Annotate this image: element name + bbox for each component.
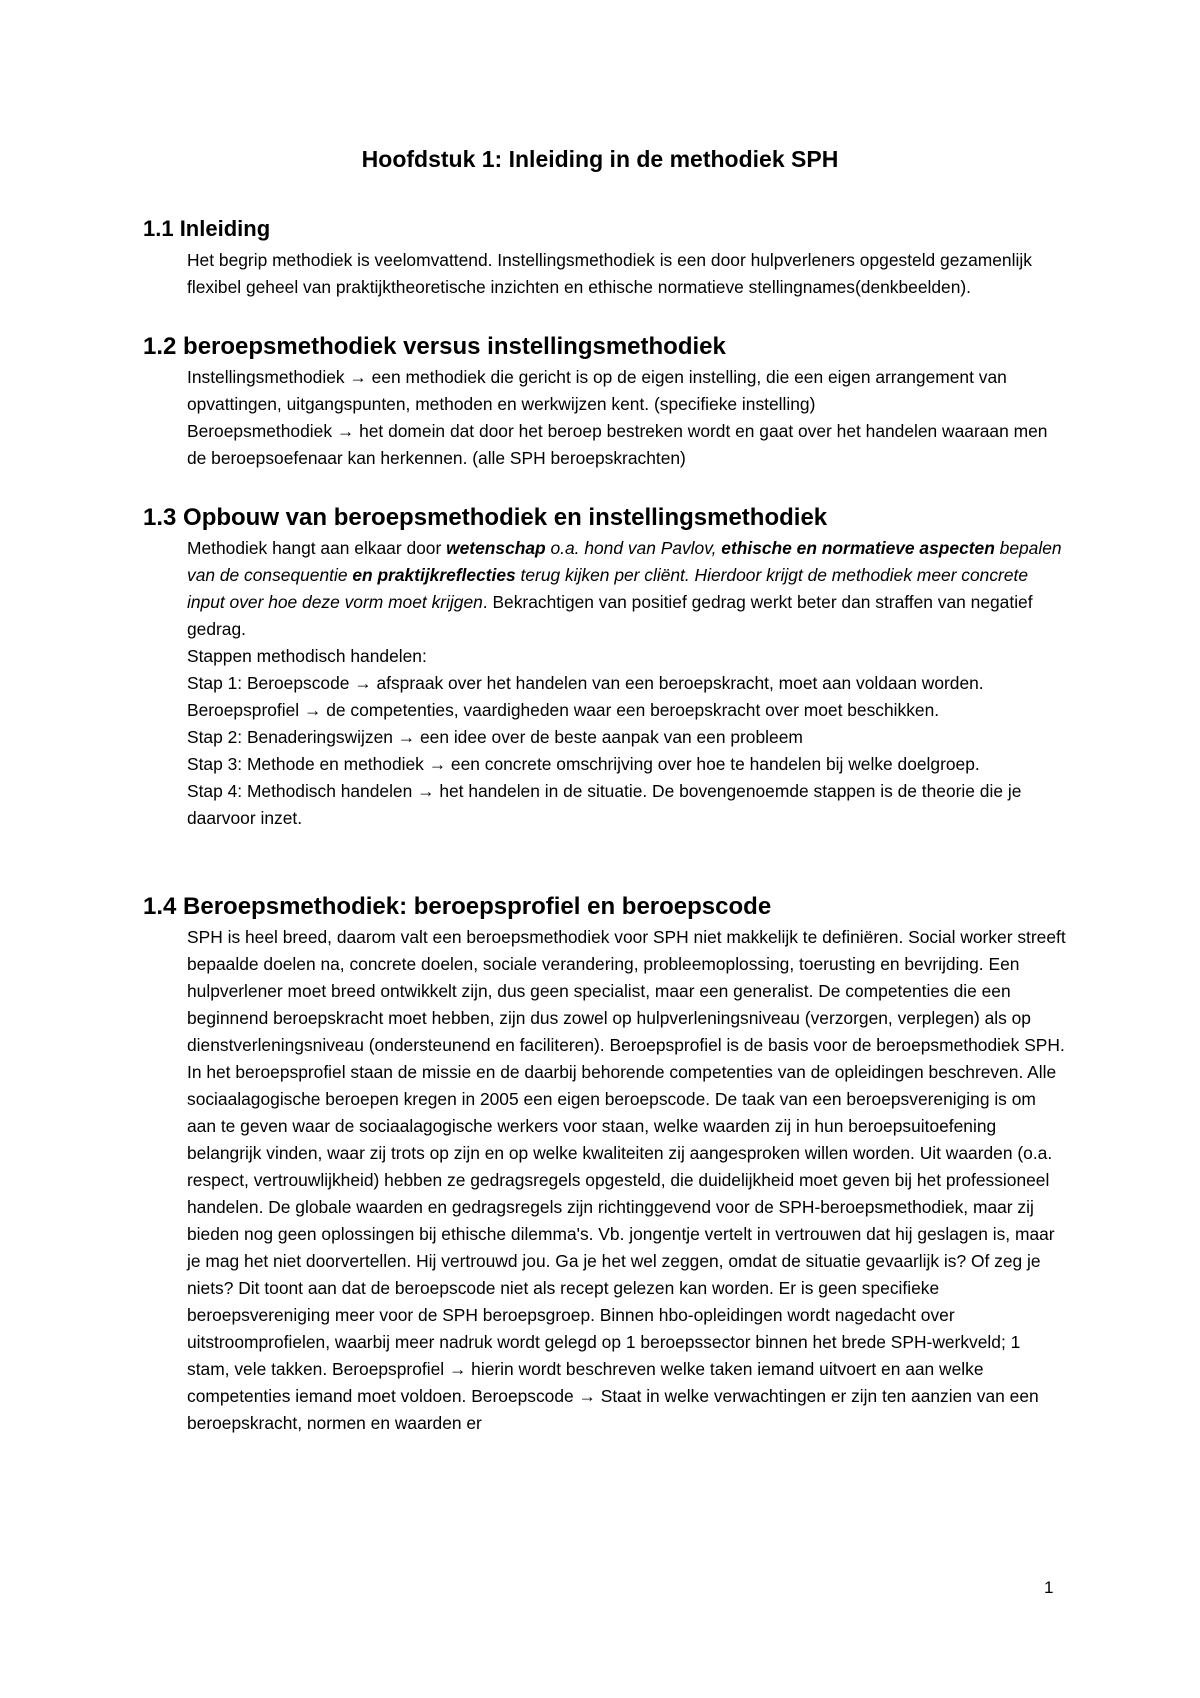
paragraph: Stap 2: Benaderingswijzen → een idee over de beste aanpak van een probleem	[187, 727, 803, 747]
chapter-title: Hoofdstuk 1: Inleiding in de methodiek SPH	[361, 146, 839, 172]
paragraph: SPH is heel breed, daarom valt een beroepsmethodiek voor SPH niet makkelijk te definiëren. Social worker streeft bepaalde doelen na, concrete doelen, sociale verandering, probleemoplossing, toerusting en bevrijding. Een hulpverlener moet breed ontwikkelt zijn, dus geen specialist, maar een generalist. De competenties die een beginnend beroepskracht moet hebben, zijn dus zowel op hulpverleningsniveau (verzorgen, verplegen) als op dienstverleningsniveau (ondersteunend en faciliteren). Beroepsprofiel is de basis voor de beroepsmethodiek SPH. In het beroepsprofiel staan de missie en de daarbij behorende competenties van de opleidingen beschreven. Alle sociaalagogische beroepen kregen in 2005 een eigen beroepscode. De taak van een beroepsvereniging is om aan te geven waar de sociaalagogische werkers voor staan, welke waarden zij in hun beroepsuitoefening belangrijk vinden, waar zij trots op zijn en op welke kwaliteiten zij aangesproken willen worden. Uit waarden (o.a. respect, vertrouwlijkheid) hebben ze gedragsregels opgesteld, die duidelijkheid moet geven bij het professioneel handelen. De globale waarden en gedragsregels zijn richtinggevend voor de SPH-beroepsmethodiek, maar zij bieden nog geen oplossingen bij ethische dilemma's. Vb. jongentje vertelt in vertrouwen dat hij geslagen is, maar je mag het niet doorvertellen. Hij vertrouwd jou. Ga je het wel zeggen, omdat de situatie gevaarlijk is? Of zeg je niets? Dit toont aan dat de beroepscode niet als recept gelezen kan worden. Er is geen specifieke beroepsvereniging meer voor de SPH beroepsgroep. Binnen hbo-opleidingen wordt nagedacht over uitstroomprofielen, waarbij meer nadruk wordt gelegd op 1 beroepssector binnen het brede SPH-werkveld; 1 stam, vele takken. Beroepsprofiel → hierin wordt beschreven welke taken iemand uitvoert en aan welke competenties iemand moet voldoen. Beroepscode → Staat in welke verwachtingen er zijn ten aanzien van een beroepskracht, normen en waarden er	[187, 927, 1066, 1433]
text-run-italic: o.a. hond van Pavlov,	[545, 538, 722, 558]
paragraph: Instellingsmethodiek → een methodiek die gericht is op de eigen instelling, die een eigen arrangement van opvattingen, uitgangspunten, methoden en werkwijzen kent. (specifieke instelling)	[187, 367, 1007, 414]
text-run-italic: bepalen van de consequentie	[187, 538, 1062, 585]
text-run-bold-italic: en praktijkreflecties	[352, 565, 516, 585]
paragraph: Stappen methodisch handelen:	[187, 646, 427, 666]
paragraph: Het begrip methodiek is veelomvattend. Instellingsmethodiek is een door hulpverleners opgesteld gezamenlijk flexibel geheel van praktijktheoretische inzichten en ethische normatieve stellingnames(denkbeelden).	[187, 250, 1032, 297]
paragraph: Stap 1: Beroepscode → afspraak over het handelen van een beroepskracht, moet aan voldaan worden. Beroepsprofiel → de competenties, vaardigheden waar een beroepskracht over moet beschikken.	[187, 673, 984, 720]
section-body-1-4	[187, 924, 1067, 1437]
section-heading-1-1: 1.1 Inleiding	[143, 216, 271, 241]
section-body-1-2	[187, 364, 1067, 472]
text-run-bold-italic: wetenschap	[446, 538, 546, 558]
section-heading-1-3: 1.3 Opbouw van beroepsmethodiek en instellingsmethodiek	[143, 504, 828, 531]
text-run-italic: terug kijken per cliënt. Hierdoor krijgt de methodiek meer concrete input over hoe deze vorm moet krijgen	[187, 565, 1029, 612]
paragraph: Stap 3: Methode en methodiek → een concrete omschrijving over hoe te handelen bij welke doelgroep.	[187, 754, 980, 774]
paragraph: Stap 4: Methodisch handelen → het handelen in de situatie. De bovengenoemde stappen is de theorie die je daarvoor inzet.	[187, 781, 1022, 828]
text-run-bold-italic: ethische en normatieve aspecten	[721, 538, 995, 558]
section-heading-1-2: 1.2 beroepsmethodiek versus instellingsmethodiek	[143, 333, 726, 360]
page-number: 1	[1044, 1578, 1054, 1597]
text-run: Methodiek hangt aan elkaar door	[187, 538, 447, 558]
section-body-1-1	[187, 247, 1067, 301]
rich-paragraph	[187, 535, 1067, 643]
paragraph: Beroepsmethodiek → het domein dat door het beroep bestreken wordt en gaat over het handelen waaraan men de beroepsoefenaar kan herkennen. (alle SPH beroepskrachten)	[187, 421, 1048, 468]
text-run: . Bekrachtigen van positief gedrag werkt beter dan straffen van negatief gedrag.	[187, 592, 1033, 639]
section-heading-1-4: 1.4 Beroepsmethodiek: beroepsprofiel en beroepscode	[143, 893, 772, 920]
section-body-1-3	[187, 535, 1067, 832]
